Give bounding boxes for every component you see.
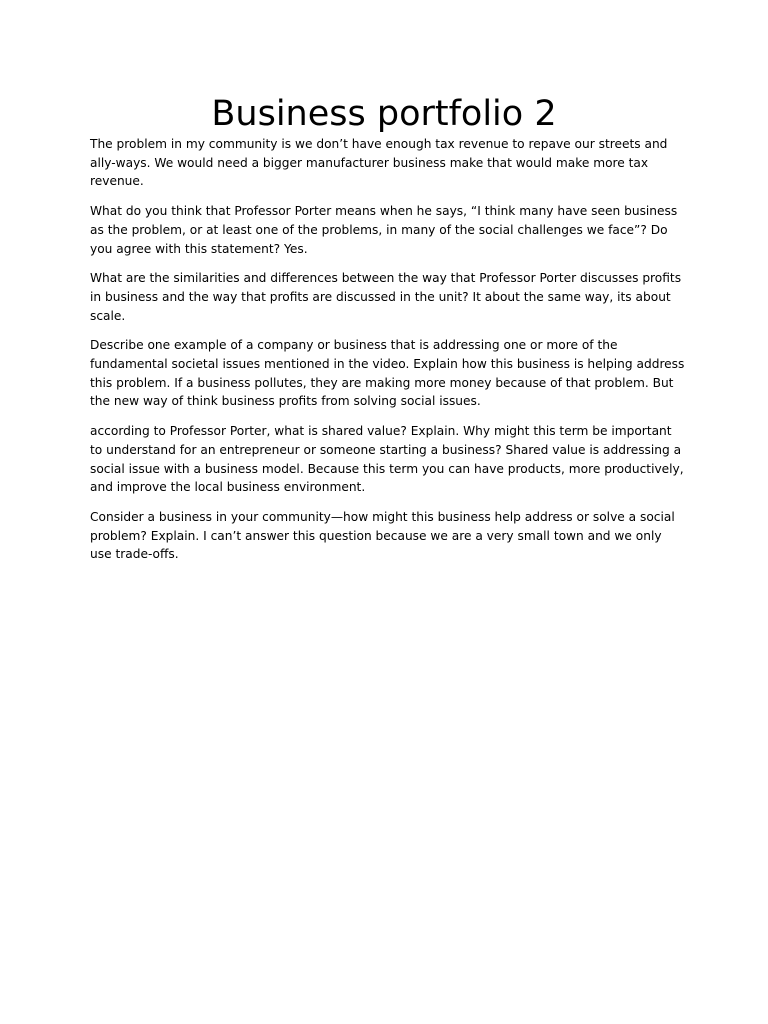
paragraph-company-example: Describe one example of a company or business that is addressing one or more of the fundamental societal issues mentioned in the video. Explain how this business is helping address this problem. If a business pollutes, they are making more money because of that problem. But the new way of think business profits from solving social issues. bbox=[90, 338, 685, 409]
paragraph-profits-comparison: What are the similarities and differences between the way that Professor Porter discusses profits in business and the way that profits are discussed in the unit? It about the same way, its about scale. bbox=[90, 271, 682, 323]
paragraph-shared-value: according to Professor Porter, what is shared value? Explain. Why might this term be important to understand for an entrepreneur or someone starting a business? Shared value is addressing a social issue with a business model. Because this term you can have products, more productively, and improve the local business environment. bbox=[90, 424, 684, 495]
document-title: Business portfolio 2 bbox=[211, 94, 557, 134]
paragraph-porter-quote: What do you think that Professor Porter means when he says, “I think many have seen business as the problem, or at least one of the problems, in many of the social challenges we face”? Do you agree with this statement? Yes. bbox=[90, 204, 678, 256]
paragraph-community-problem: The problem in my community is we don’t have enough tax revenue to repave our streets and ally-ways. We would need a bigger manufacturer business make that would make more tax revenue. bbox=[90, 137, 668, 189]
document-body bbox=[90, 135, 685, 575]
paragraph-community-business: Consider a business in your community—how might this business help address or solve a social problem? Explain. I can’t answer this question because we are a very small town and we only use trade-offs. bbox=[90, 509, 675, 562]
